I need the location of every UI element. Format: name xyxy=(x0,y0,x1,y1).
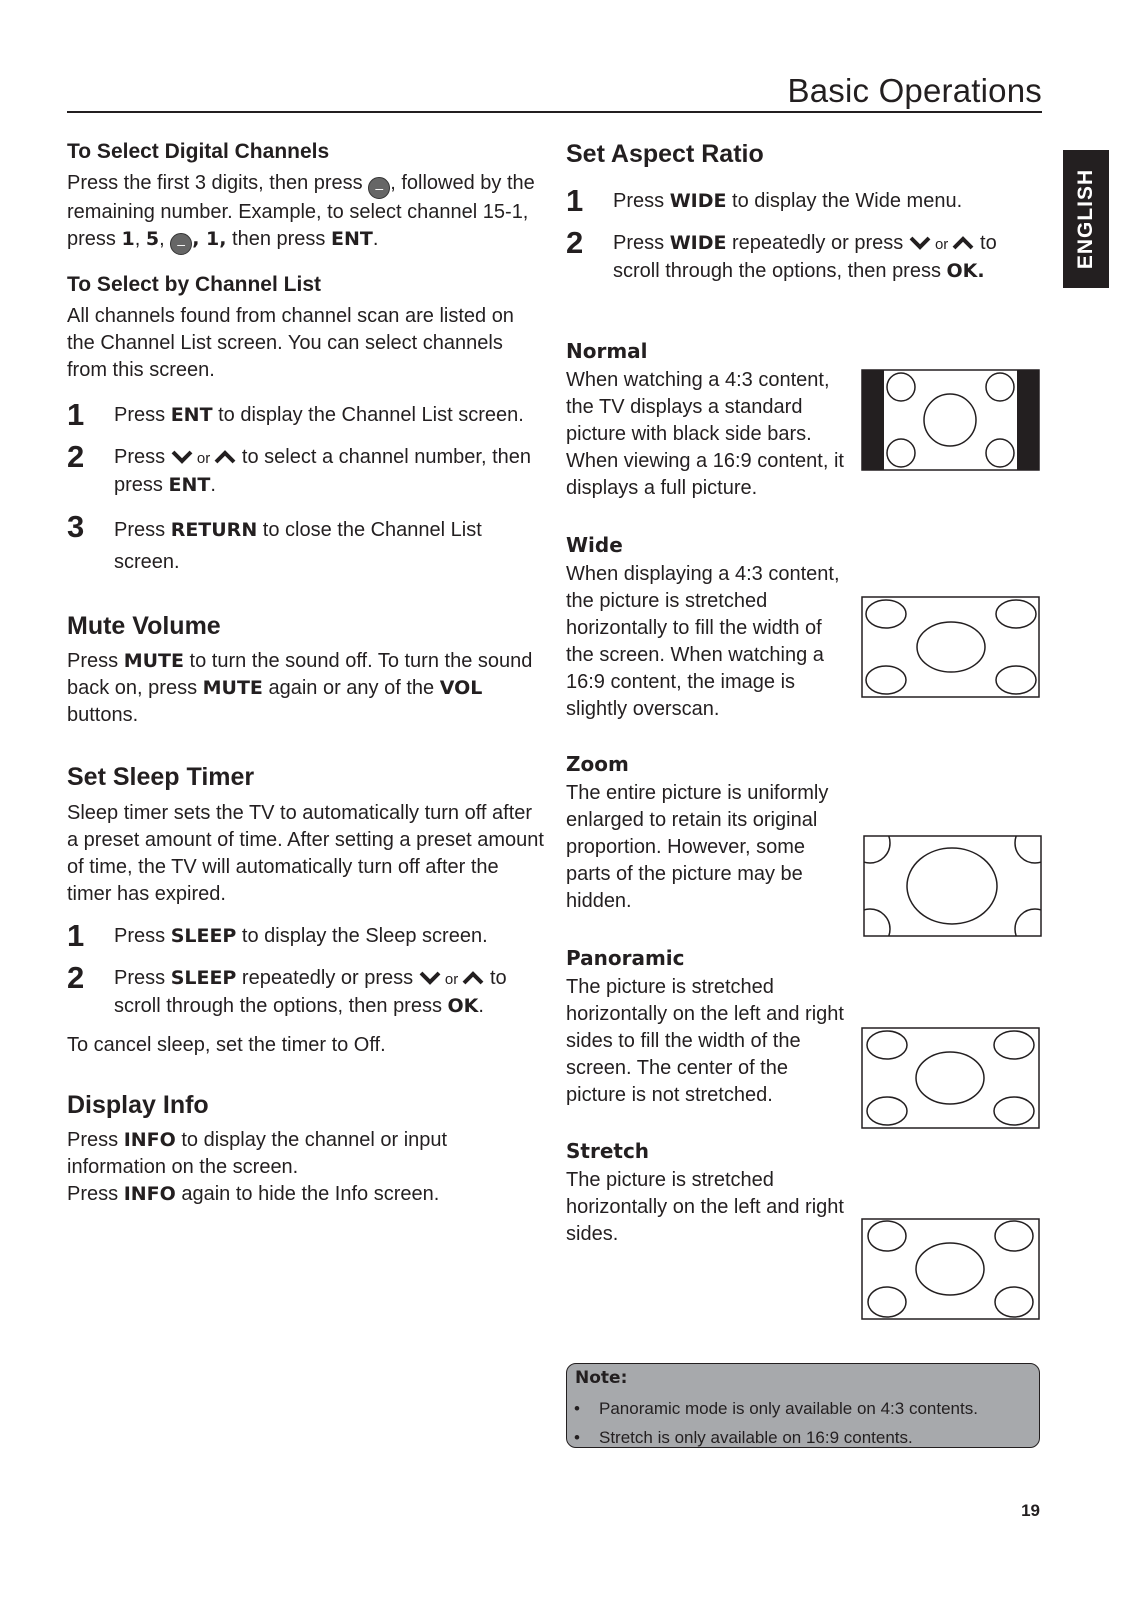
text: buttons. xyxy=(67,704,139,726)
text: . xyxy=(372,228,379,250)
page-number: 19 xyxy=(1021,1501,1040,1520)
text: to display the channel or input information on the screen. xyxy=(67,1129,448,1178)
key-info: INFO xyxy=(123,1129,176,1151)
note-title: Note: xyxy=(575,1368,628,1388)
sleep-step-1 xyxy=(67,918,547,953)
mute-volume-heading: Mute Volume xyxy=(67,612,221,640)
key-info: INFO xyxy=(123,1183,176,1205)
sleep-timer-intro: Sleep timer sets the TV to automatically turn off after a preset amount of time. After setting a preset amount of time, the TV will automatically turn off after the timer has expired. xyxy=(67,802,544,905)
step-number: 3 xyxy=(67,509,85,544)
step-number: 2 xyxy=(67,960,85,995)
note-item: • Stretch is only available on 16:9 contents. xyxy=(567,1423,1039,1452)
step-number: 1 xyxy=(566,183,584,218)
mode-zoom-title: Zoom xyxy=(566,752,629,776)
language-tab-label: ENGLISH xyxy=(1074,168,1097,270)
key-ok: OK. xyxy=(946,260,985,282)
mode-stretch-text: The picture is stretched horizontally on the left and right sides. xyxy=(566,1169,844,1245)
key-1: 1 xyxy=(121,228,135,250)
step-number: 2 xyxy=(566,225,584,260)
mute-volume-text xyxy=(67,648,547,729)
display-info-line-2 xyxy=(67,1181,547,1208)
key-1: , 1, xyxy=(192,228,227,250)
sleep-step-2 xyxy=(67,960,547,1020)
page-header-title: Basic Operations xyxy=(787,72,1042,109)
aspect-ratio-section xyxy=(566,138,1026,285)
text: or xyxy=(192,450,215,467)
text: to display the Wide menu. xyxy=(726,190,963,212)
text: repeatedly or press xyxy=(726,232,909,254)
mode-normal xyxy=(566,338,851,502)
digital-channels-text xyxy=(67,170,547,255)
mode-panoramic xyxy=(566,945,851,1109)
key-ent: ENT xyxy=(168,474,211,496)
step-number: 1 xyxy=(67,397,85,432)
key-sleep: SLEEP xyxy=(170,967,237,989)
sleep-timer-heading: Set Sleep Timer xyxy=(67,763,255,791)
aspect-ratio-heading: Set Aspect Ratio xyxy=(566,140,764,168)
channel-list-heading: To Select by Channel List xyxy=(67,273,321,296)
mode-zoom-text: The entire picture is uniformly enlarged to retain its original proportion. However, some parts of the picture may be hidden. xyxy=(566,782,829,912)
text: . xyxy=(478,995,484,1017)
key-sleep: SLEEP xyxy=(170,925,237,947)
chevron-up-icon xyxy=(952,236,974,250)
text: Press xyxy=(114,519,171,541)
aspect-step-2 xyxy=(566,225,1026,285)
key-wide: WIDE xyxy=(669,232,727,254)
chevron-down-icon xyxy=(909,236,931,250)
text: Press xyxy=(613,190,670,212)
key-return: RETURN xyxy=(170,519,258,541)
normal-aspect-diagram-icon xyxy=(861,369,1041,472)
display-info-heading: Display Info xyxy=(67,1091,209,1119)
dash-button-icon: – xyxy=(368,177,390,199)
header-rule xyxy=(67,111,1042,113)
text: Press the first 3 digits, then press xyxy=(67,172,369,194)
text: again to hide the Info screen. xyxy=(175,1183,440,1205)
language-tab xyxy=(1063,150,1109,288)
text: repeatedly or press xyxy=(236,967,419,989)
chevron-up-icon xyxy=(214,450,236,464)
channel-list-step-2 xyxy=(67,439,547,499)
note-box xyxy=(566,1363,1040,1448)
step-number: 1 xyxy=(67,918,85,953)
aspect-step-1 xyxy=(566,183,1026,218)
text: Press xyxy=(613,232,670,254)
text: again or any of the xyxy=(262,677,440,699)
text: to select a channel number, then press xyxy=(114,446,532,496)
text: Press xyxy=(114,925,171,947)
text: , xyxy=(159,228,171,250)
key-wide: WIDE xyxy=(669,190,727,212)
text: to scroll through the options, then press xyxy=(613,232,997,282)
text: or xyxy=(930,236,953,253)
key-ent: ENT xyxy=(330,228,373,250)
key-ok: OK xyxy=(447,995,479,1017)
mode-stretch-title: Stretch xyxy=(566,1139,650,1163)
text: to turn the sound off. To turn the sound back on, press xyxy=(67,650,533,699)
mode-wide-text: When displaying a 4:3 content, the picture is stretched horizontally to fill the width of the screen. When watching a 16:9 content, the image is slightly overscan. xyxy=(566,563,840,720)
dash-button-icon: – xyxy=(170,233,192,255)
text: to close the Channel List screen. xyxy=(114,519,482,573)
channel-list-step-3 xyxy=(67,509,547,578)
digital-channels-heading: To Select Digital Channels xyxy=(67,140,330,163)
text: Press xyxy=(114,446,171,468)
text: then press xyxy=(226,228,331,250)
text: . xyxy=(210,474,216,496)
key-mute: MUTE xyxy=(202,677,263,699)
panoramic-aspect-diagram-icon xyxy=(861,1027,1041,1130)
mode-stretch xyxy=(566,1138,851,1248)
mode-wide-title: Wide xyxy=(566,533,623,557)
chevron-up-icon xyxy=(462,971,484,985)
note-item: • Panoramic mode is only available on 4:3 contents. xyxy=(567,1394,1039,1423)
text: Press xyxy=(67,1129,124,1151)
text: to display the Channel List screen. xyxy=(212,404,524,426)
key-vol: VOL xyxy=(439,677,483,699)
mode-normal-title: Normal xyxy=(566,339,648,363)
text: Press xyxy=(67,1183,124,1205)
zoom-aspect-diagram-icon xyxy=(863,835,1043,938)
text: to display the Sleep screen. xyxy=(236,925,488,947)
channel-list-intro: All channels found from channel scan are listed on the Channel List screen. You can select channels from this screen. xyxy=(67,305,514,381)
key-ent: ENT xyxy=(170,404,213,426)
wide-aspect-diagram-icon xyxy=(861,596,1041,699)
text: or xyxy=(440,971,463,988)
key-mute: MUTE xyxy=(123,650,184,672)
text: , xyxy=(134,228,146,250)
mode-normal-text: When watching a 4:3 content, the TV displays a standard picture with black side bars. When viewing a 16:9 content, it displays a full picture. xyxy=(566,369,844,499)
text: Press xyxy=(114,404,171,426)
chevron-down-icon xyxy=(171,450,193,464)
channel-list-step-1 xyxy=(67,397,547,432)
step-number: 2 xyxy=(67,439,85,474)
mode-wide xyxy=(566,532,851,723)
stretch-aspect-diagram-icon xyxy=(861,1218,1041,1321)
text: Press xyxy=(67,650,124,672)
mode-zoom xyxy=(566,751,851,915)
mode-panoramic-text: The picture is stretched horizontally on the left and right sides to fill the width of the screen. The center of the picture is not stretched. xyxy=(566,976,844,1106)
text: , followed by the remaining number. Example, to select channel 15-1, press xyxy=(67,172,535,250)
left-column xyxy=(67,138,547,1208)
chevron-down-icon xyxy=(419,971,441,985)
display-info-line-1 xyxy=(67,1127,547,1181)
note-list xyxy=(567,1394,1039,1452)
mode-panoramic-title: Panoramic xyxy=(566,946,685,970)
key-5: 5 xyxy=(145,228,160,250)
sleep-cancel-text: To cancel sleep, set the timer to Off. xyxy=(67,1034,386,1056)
text: to scroll through the options, then press xyxy=(114,967,507,1017)
text: Press xyxy=(114,967,171,989)
